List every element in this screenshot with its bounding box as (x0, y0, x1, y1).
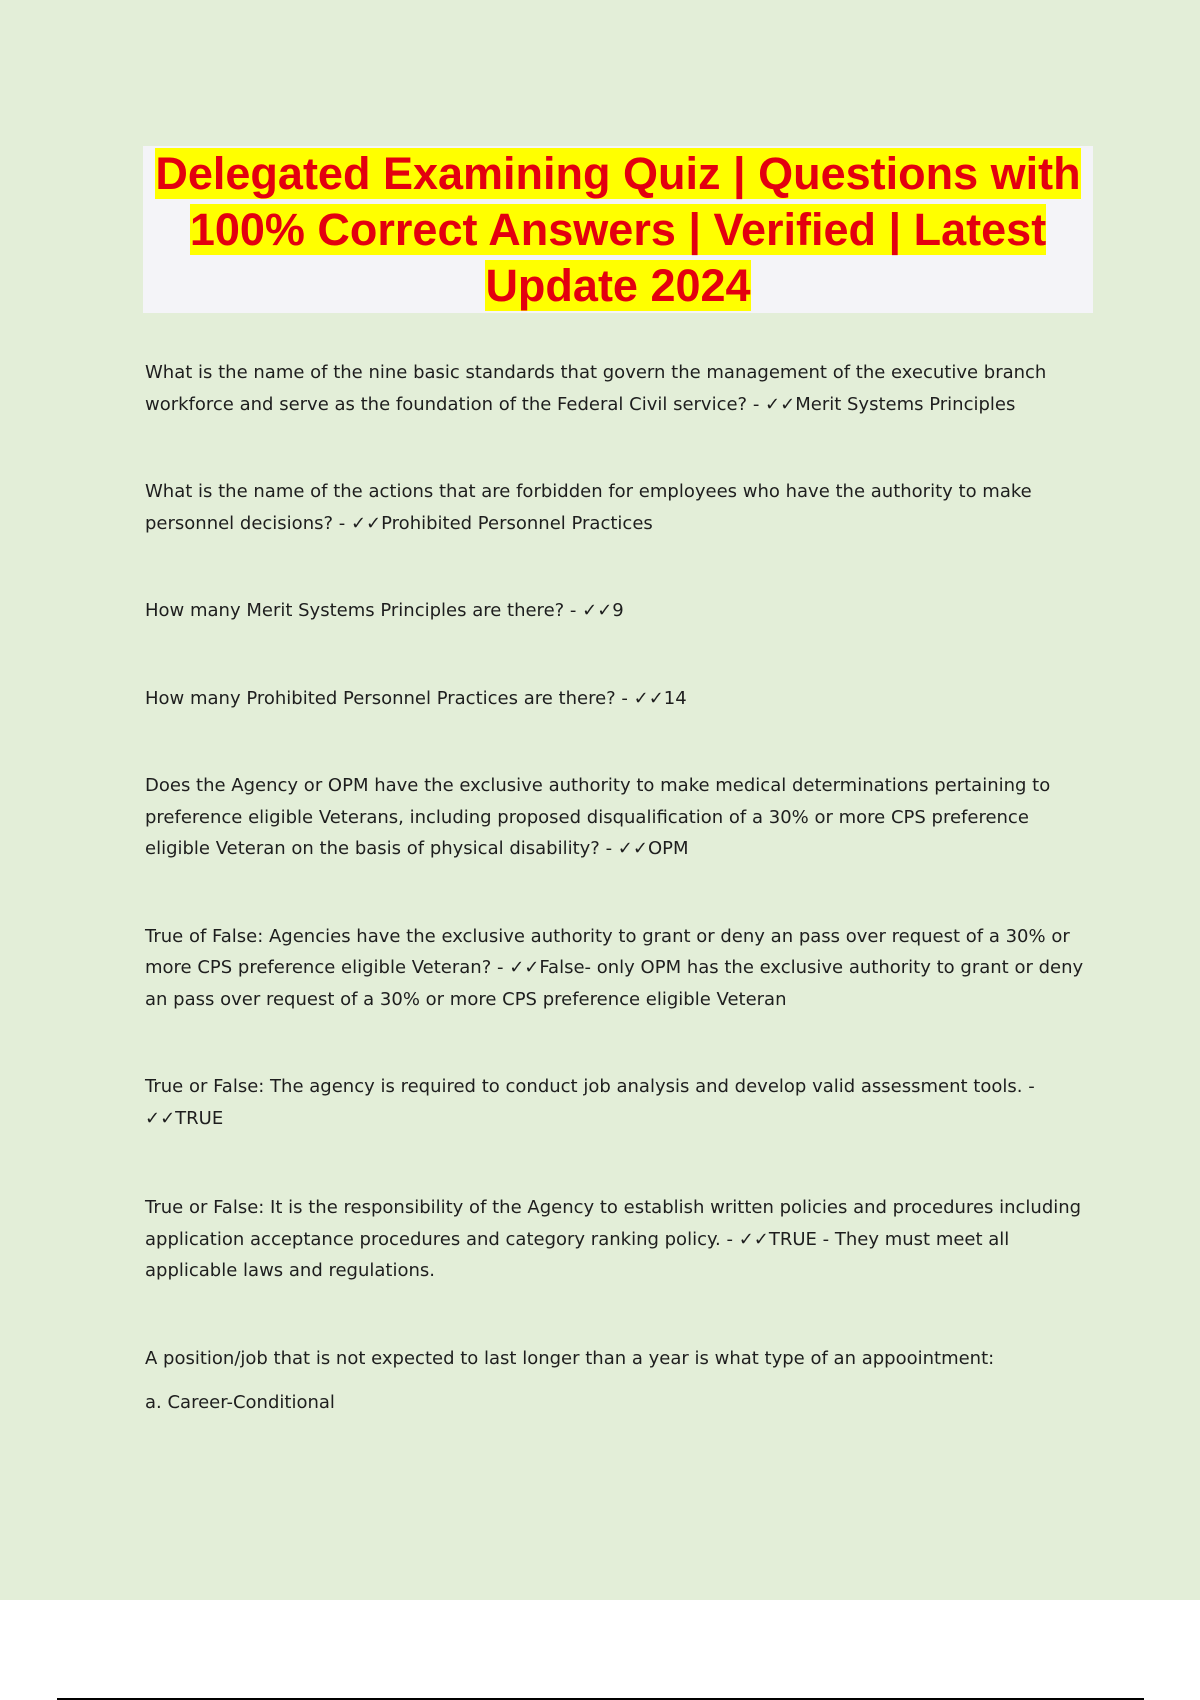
quiz-content (145, 357, 1095, 1419)
title-highlight: Delegated Examining Quiz | Questions with 100% Correct Answers | Verified | Latest Update 2024 (155, 148, 1081, 311)
question-answer-5: Does the Agency or OPM have the exclusive authority to make medical determinations pertaining to preference eligible Veterans, including proposed disqualification of a 30% or more CPS preference eligible Veteran on the basis of physical disability? - ✓✓OPM (145, 775, 1051, 859)
question-answer-8: True or False: It is the responsibility of the Agency to establish written policies and procedures including application acceptance procedures and category ranking policy. - ✓✓TRUE - They must meet all applicable laws and regulations. (145, 1197, 1082, 1281)
question-answer-1: What is the name of the nine basic standards that govern the management of the executive branch workforce and serve as the foundation of the Federal Civil service? - ✓✓Merit Systems Principles (145, 362, 1047, 415)
question-answer-6: True of False: Agencies have the exclusive authority to grant or deny an pass over request of a 30% or more CPS preference eligible Veteran? - ✓✓False- only OPM has the exclusive authority to grant or deny an pass over request of a 30% or more CPS preference eligible Veteran (145, 925, 1084, 1010)
title-box (143, 146, 1093, 313)
document-title (143, 146, 1093, 314)
answer-option-a: a. Career-Conditional (145, 1392, 335, 1413)
question-answer-3: How many Merit Systems Principles are there? - ✓✓9 (145, 600, 624, 621)
question-9: A position/job that is not expected to last longer than a year is what type of an appoointment: (145, 1347, 995, 1369)
question-answer-4: How many Prohibited Personnel Practices are there? - ✓✓14 (145, 687, 687, 709)
question-answer-7: True or False: The agency is required to conduct job analysis and develop valid assessment tools. - ✓✓TRUE (145, 1076, 1035, 1129)
question-answer-2: What is the name of the actions that are forbidden for employees who have the authority to make personnel decisions? - ✓✓Prohibited Personnel Practices (145, 481, 1032, 534)
